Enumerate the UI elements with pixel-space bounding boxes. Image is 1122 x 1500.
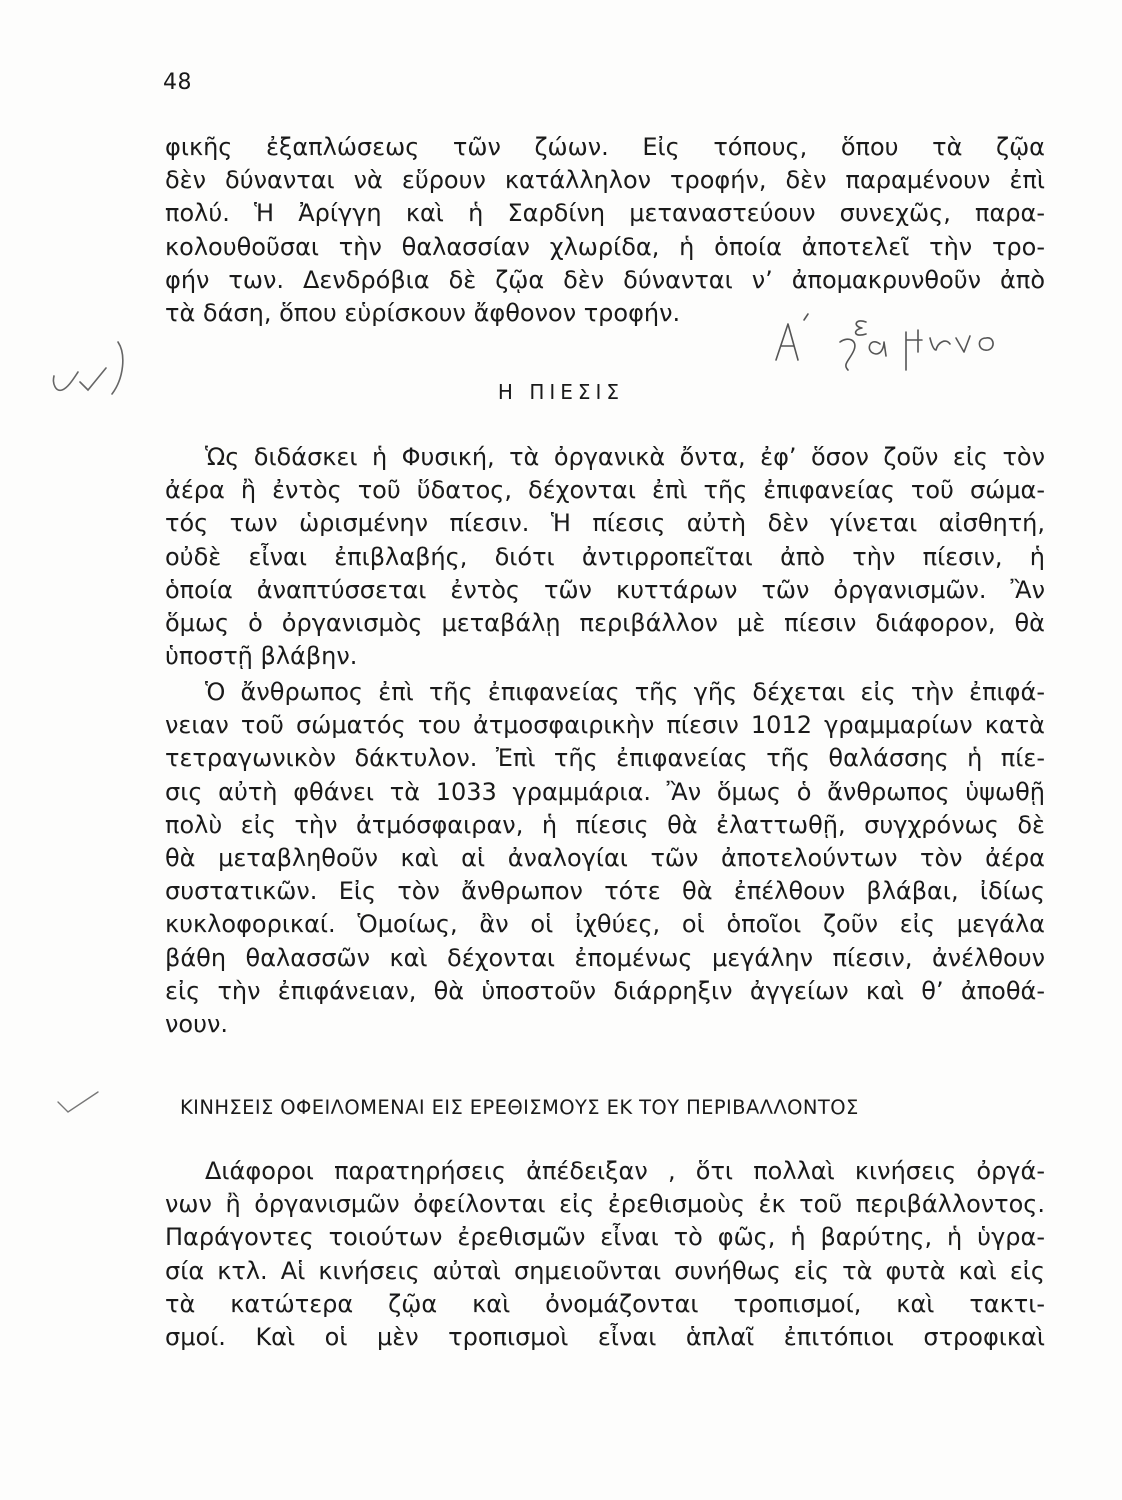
text-line: σία κτλ. Αἱ κινήσεις αὐταὶ σημειοῦνται συνήθως εἰς τὰ φυτὰ καὶ εἰς bbox=[165, 1256, 1045, 1285]
text-line: ὅμως ὁ ὀργανισμὸς μεταβάλῃ περιβάλλον μὲ πίεσιν διάφορον, θὰ bbox=[165, 608, 1045, 637]
text-line: κολουθοῦσαι τὴν θαλασσίαν χλωρίδα, ἡ ὁποία ἀποτελεῖ τὴν τρο- bbox=[165, 232, 1045, 261]
text-line: θὰ μεταβληθοῦν καὶ αἱ ἀναλογίαι τῶν ἀποτελούντων τὸν ἀέρα bbox=[165, 843, 1045, 872]
section-heading-stimuli: ΚΙΝΗΣΕΙΣ ΟΦΕΙΛΟΜΕΝΑΙ ΕΙΣ ΕΡΕΘΙΣΜΟΥΣ ΕΚ ΤΟΥ ΠΕΡΙΒΑΛΛΟΝΤΟΣ bbox=[180, 1096, 859, 1119]
text-line: φήν των. Δενδρόβια δὲ ζῷα δὲν δύνανται ν’ ἀπομακρυνθοῦν ἀπὸ bbox=[165, 265, 1045, 294]
paragraph-1 bbox=[165, 131, 1045, 330]
paragraph-4 bbox=[165, 1155, 1045, 1354]
text-line: πολύ. Ἡ Ἀρίγγη καὶ ἡ Σαρδίνη μεταναστεύουν συνεχῶς, παρα- bbox=[165, 199, 1045, 228]
text-line: Ὡς διδάσκει ἡ Φυσική, τὰ ὀργανικὰ ὄντα, ἐφ’ ὅσον ζοῦν εἰς τὸν bbox=[205, 443, 1045, 471]
text-line: εἰς τὴν ἐπιφάνειαν, θὰ ὑποστοῦν διάρρηξιν ἀγγείων καὶ θ’ ἀποθά- bbox=[165, 976, 1045, 1005]
text-line: τὰ κατώτερα ζῷα καὶ ὀνομάζονται τροπισμοί, καὶ τακτι- bbox=[165, 1289, 1045, 1318]
text-line: νων ἢ ὀργανισμῶν ὀφείλονται εἰς ἐρεθισμοὺς ἐκ τοῦ περιβάλλοντος. bbox=[165, 1190, 1045, 1219]
text-line: Ὁ ἄνθρωπος ἐπὶ τῆς ἐπιφανείας τῆς γῆς δέχεται εἰς τὴν ἐπιφά- bbox=[205, 678, 1045, 706]
page-number: 48 bbox=[163, 70, 192, 95]
text-line: κυκλοφορικαί. Ὁμοίως, ἂν οἱ ἰχθύες, οἱ ὁποῖοι ζοῦν εἰς μεγάλα bbox=[165, 910, 1045, 939]
text-line: συστατικῶν. Εἰς τὸν ἄνθρωπον τότε θὰ ἐπέλθουν βλάβαι, ἰδίως bbox=[165, 877, 1045, 906]
paragraph-2 bbox=[165, 441, 1045, 673]
text-line: τός των ὡρισμένην πίεσιν. Ἡ πίεσις αὐτὴ δὲν γίνεται αἰσθητή, bbox=[165, 509, 1045, 538]
text-line: Διάφοροι παρατηρήσεις ἀπέδειξαν , ὅτι πολλαὶ κινήσεις ὀργά- bbox=[205, 1157, 1045, 1185]
section-heading-pressure: Η ΠΙΕΣΙΣ bbox=[497, 380, 625, 404]
margin-check-mark-2 bbox=[52, 1084, 112, 1124]
text-line: σμοί. Καὶ οἱ μὲν τροπισμοὶ εἶναι ἁπλαῖ ἐπιτόπιοι στροφικαὶ bbox=[165, 1322, 1045, 1351]
text-line: νουν. bbox=[165, 1009, 229, 1038]
text-line: Παράγοντες τοιούτων ἐρεθισμῶν εἶναι τὸ φῶς, ἡ βαρύτης, ἡ ὑγρα- bbox=[165, 1223, 1045, 1252]
text-line: σις αὐτὴ φθάνει τὰ 1033 γραμμάρια. Ἂν ὅμως ὁ ἄνθρωπος ὑψωθῇ bbox=[165, 777, 1045, 806]
text-line: πολὺ εἰς τὴν ἀτμόσφαιραν, ἡ πίεσις θὰ ἐλαττωθῇ, συγχρόνως δὲ bbox=[165, 810, 1045, 839]
text-line: νειαν τοῦ σώματός του ἀτμοσφαιρικὴν πίεσιν 1012 γραμμαρίων κατὰ bbox=[165, 711, 1045, 740]
text-line: φικῆς ἐξαπλώσεως τῶν ζώων. Εἰς τόπους, ὅπου τὰ ζῷα bbox=[165, 133, 1045, 161]
text-line: οὐδὲ εἶναι ἐπιβλαβής, διότι ἀντιρροπεῖται ἀπὸ τὴν πίεσιν, ἡ bbox=[165, 542, 1045, 571]
text-line: τετραγωνικὸν δάκτυλον. Ἐπὶ τῆς ἐπιφανείας τῆς θαλάσσης ἡ πίε- bbox=[165, 744, 1045, 773]
paragraph-3 bbox=[165, 676, 1045, 1041]
text-line: ὁποία ἀναπτύσσεται ἐντὸς τῶν κυττάρων τῶν ὀργανισμῶν. Ἂν bbox=[165, 575, 1045, 604]
text-line: τὰ δάση, ὅπου εὑρίσκουν ἄφθονον τροφήν. bbox=[165, 298, 681, 327]
text-line: ὑποστῇ βλάβην. bbox=[165, 642, 358, 671]
text-line: ἀέρα ἢ ἐντὸς τοῦ ὕδατος, δέχονται ἐπὶ τῆς ἐπιφανείας τοῦ σώμα- bbox=[165, 476, 1045, 505]
handwritten-note bbox=[768, 312, 1028, 372]
text-line: δὲν δύνανται νὰ εὕρουν κατάλληλον τροφήν, δὲν παραμένουν ἐπὶ bbox=[165, 166, 1045, 195]
text-line: βάθη θαλασσῶν καὶ δέχονται ἐπομένως μεγάλην πίεσιν, ἀνέλθουν bbox=[165, 943, 1045, 972]
